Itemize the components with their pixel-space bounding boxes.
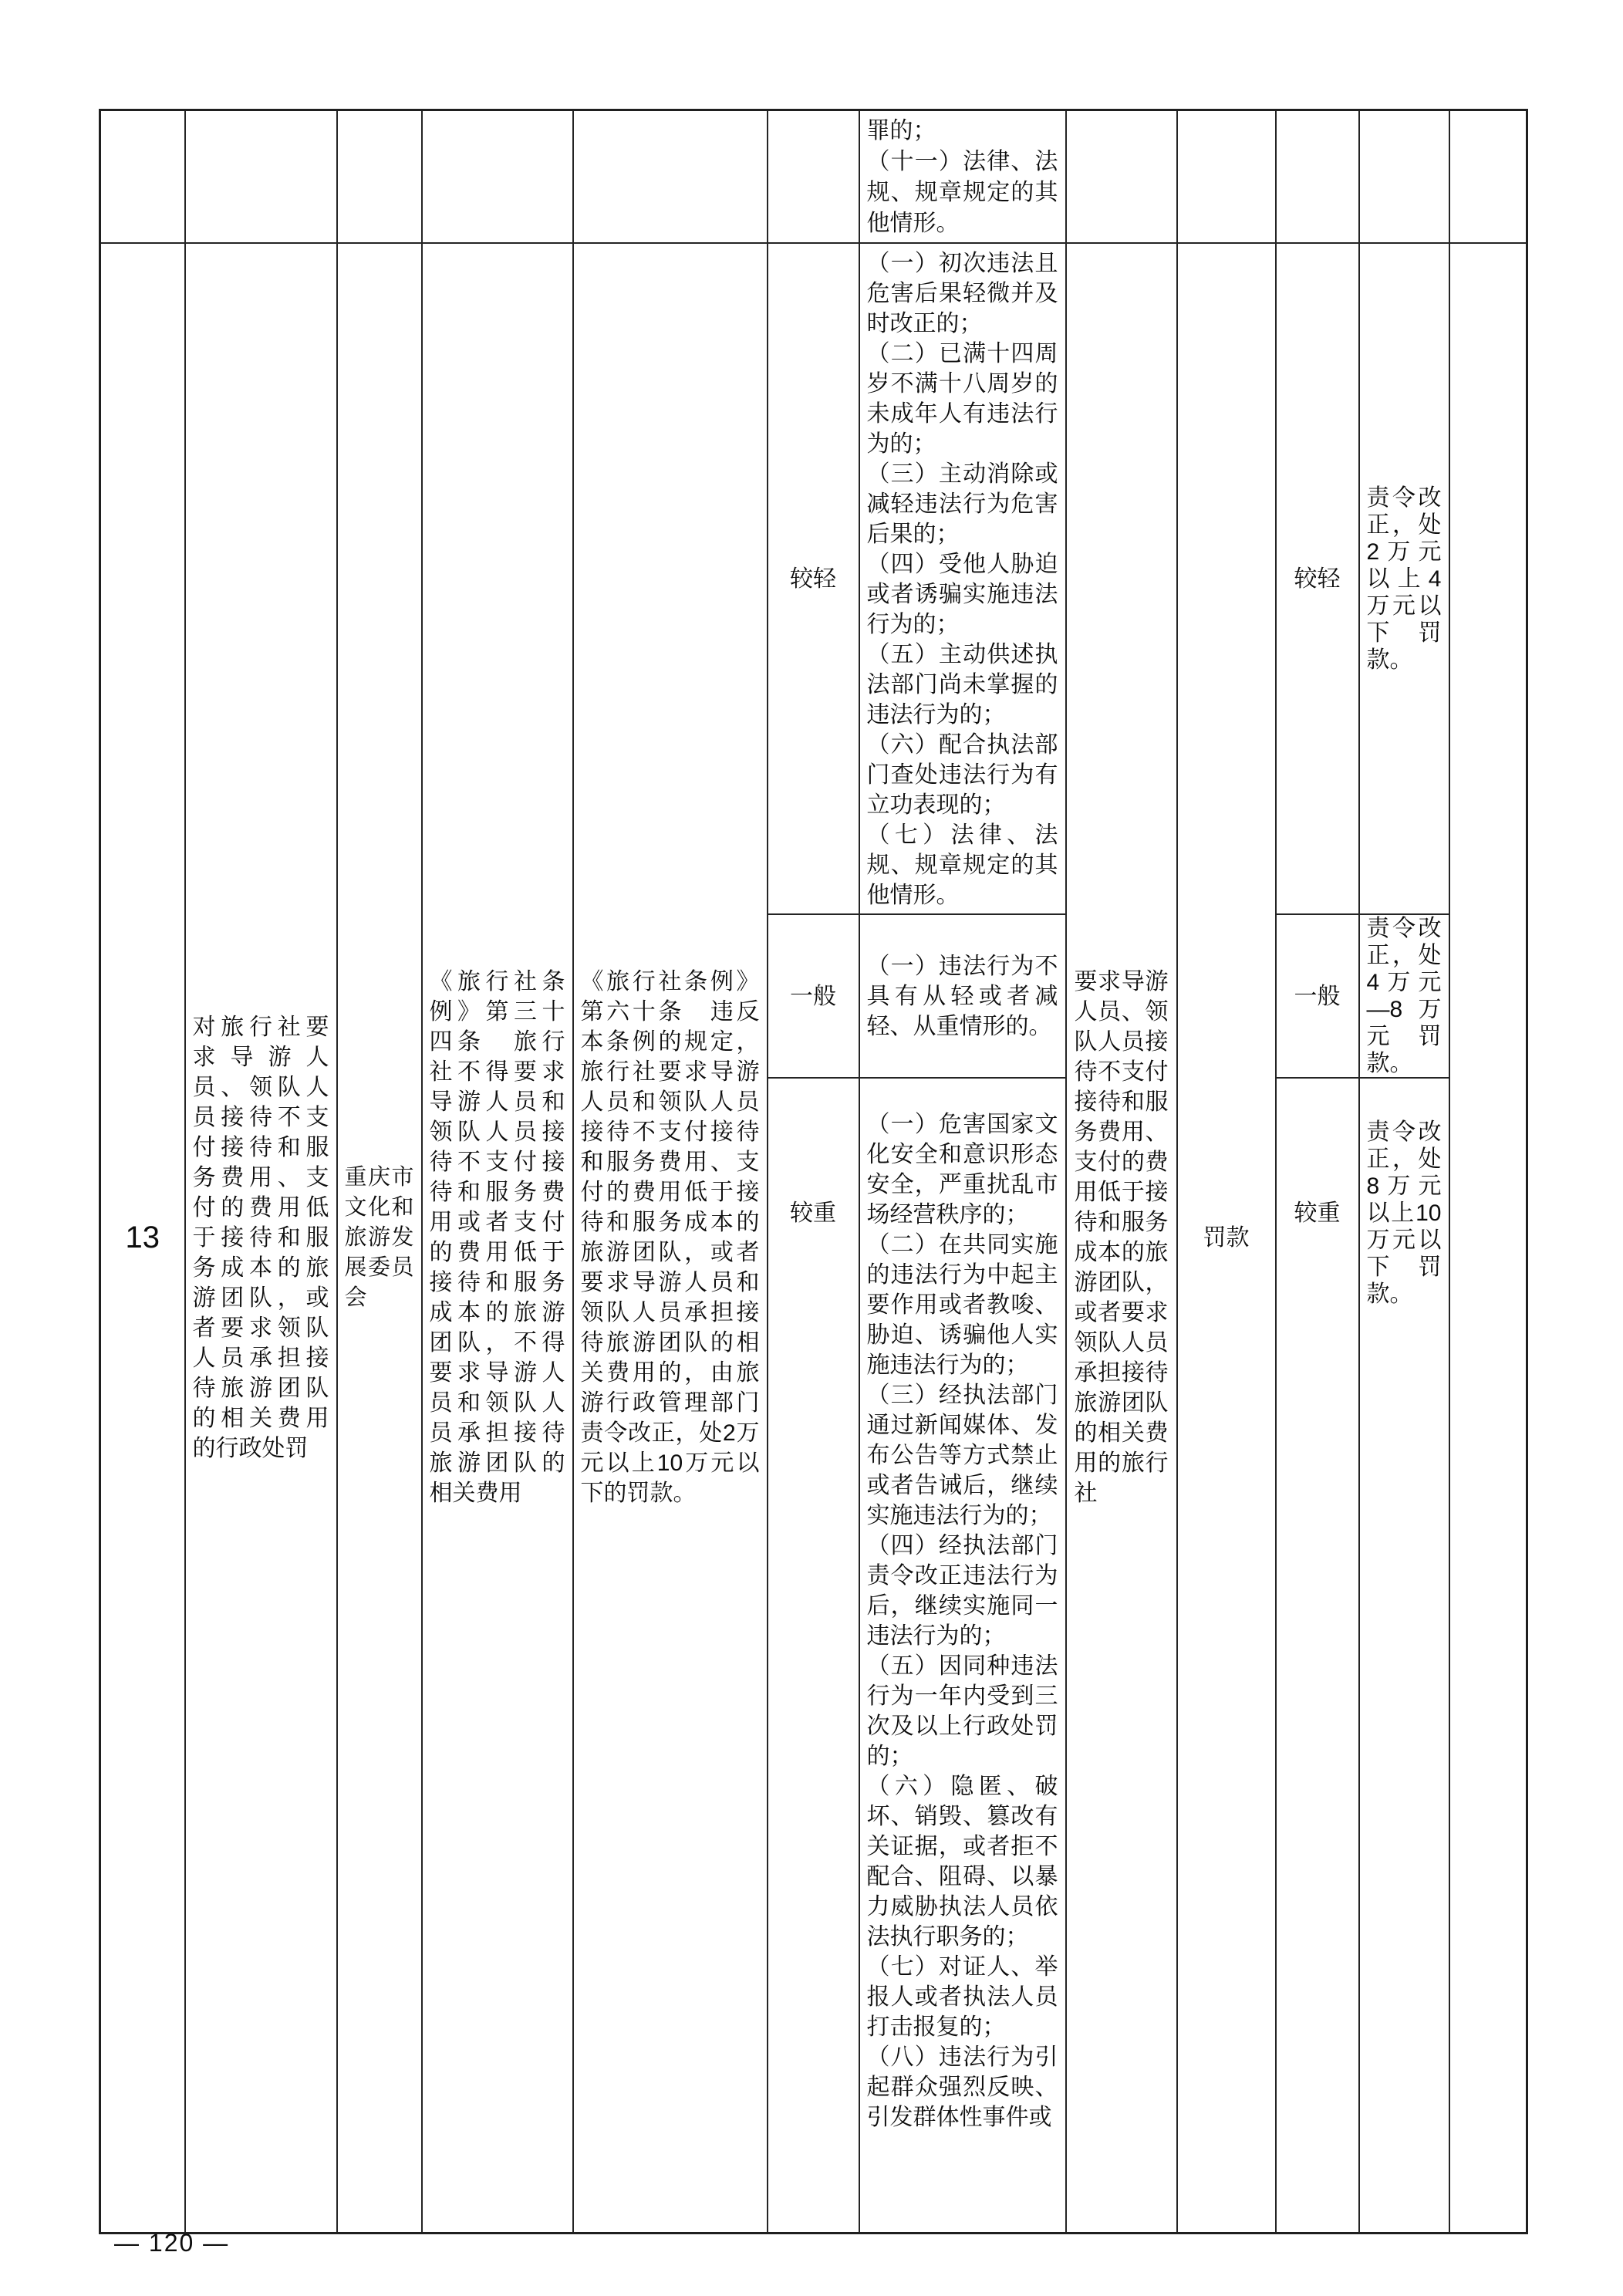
penalty-target-cell: 要求导游人员、领队人员接待不支付接待和服务费用、支付的费用低于接待和服务成本的旅游团队，或者要求领队人员承担接待旅游团队的相关费用的旅行社: [1066, 243, 1177, 2233]
empty-cell: [1177, 110, 1276, 244]
empty-cell: [573, 110, 768, 244]
penalty-standard-serious-cell: 责令改正，处8万元以上10万元以下罚款。: [1359, 1078, 1449, 2233]
penalty-standard-general-cell: 责令改正，处4万元—8万元罚款。: [1359, 914, 1449, 1078]
empty-cell: [1449, 110, 1527, 244]
criteria-serious-cell: （一）危害国家文化安全和意识形态安全，严重扰乱市场经营秩序的； （二）在共同实施的违法行为中起主要作用或者教唆、胁迫、诱骗他人实施违法行为的； （三）经执法部门通过新闻媒体、发布公告等方式禁止或者告诫后，继续实施违法行为的； （四）经执法部门责令改正违法行为后，继续实施同一违法行为的； （五）因同种违法行为一年内受到三次及以上行政处罚的； （六）隐匿、破坏、销毁、篡改有关证据，或者拒不配合、阻碍、以暴力威胁执法人员依法执行职务的； （七）对证人、举报人或者执法人员打击报复的； （八）违法行为引起群众强烈反映、引发群体性事件或: [859, 1078, 1066, 2233]
empty-cell: [768, 110, 859, 244]
continuation-row: [100, 110, 1527, 244]
severity-label-serious-cell-right: 较重: [1276, 1078, 1359, 2233]
severity-label-minor-cell-right: 较轻: [1276, 243, 1359, 914]
discretion-criteria-continuation-cell: 罪的； （十一）法律、法规、规章规定的其他情形。: [859, 110, 1066, 244]
criteria-general-cell: （一）违法行为不具有从轻或者减轻、从重情形的。: [859, 914, 1066, 1078]
severity-label-general-cell: 一般: [768, 914, 859, 1078]
violation-basis-cell: 《旅行社条例》第三十四条 旅行社不得要求导游人员和领队人员接待不支付接待和服务费用或者支付的费用低于接待和服务成本的旅游团队，不得要求导游人员和领队人员承担接待旅游团队的相关费用: [422, 243, 573, 2233]
empty-cell: [1276, 110, 1359, 244]
empty-cell: [422, 110, 573, 244]
severity-label-general-cell-right: 一般: [1276, 914, 1359, 1078]
item-13-row-minor: [100, 243, 1527, 914]
empty-cell: [100, 110, 185, 244]
penalty-discretion-table: [99, 109, 1528, 2234]
page-number: — 120 —: [114, 2229, 230, 2257]
penalty-standard-minor-cell: 责令改正，处2万元以上4万元以下罚款。: [1359, 243, 1449, 914]
empty-cell: [185, 110, 337, 244]
empty-cell: [1066, 110, 1177, 244]
empty-cell: [337, 110, 422, 244]
penalty-item-name-cell: 对旅行社要求导游人员、领队人员接待不支付接待和服务费用、支付的费用低于接待和服务成本的旅游团队，或者要求领队人员承担接待旅游团队的相关费用的行政处罚: [185, 243, 337, 2233]
criteria-minor-cell: （一）初次违法且危害后果轻微并及时改正的； （二）已满十四周岁不满十八周岁的未成年人有违法行为的； （三）主动消除或减轻违法行为危害后果的； （四）受他人胁迫或者诱骗实施违法行为的； （五）主动供述执法部门尚未掌握的违法行为的； （六）配合执法部门查处违法行为有立功表现的； （七）法律、法规、规章规定的其他情形。: [859, 243, 1066, 914]
item-number-cell: 13: [100, 243, 185, 2233]
penalty-basis-cell: 《旅行社条例》第六十条 违反本条例的规定，旅行社要求导游人员和领队人员接待不支付接待和服务费用、支付的费用低于接待和服务成本的旅游团队，或者要求导游人员和领队人员承担接待旅游团队的相关费用的，由旅游行政管理部门责令改正，处2万元以上10万元以下的罚款。: [573, 243, 768, 2233]
empty-cell: [1359, 110, 1449, 244]
implementing-agency-cell: 重庆市文化和旅游发展委员会: [337, 243, 422, 2233]
severity-label-minor-cell: 较轻: [768, 243, 859, 914]
severity-label-serious-cell: 较重: [768, 1078, 859, 2233]
blank-cell: [1449, 243, 1527, 2233]
penalty-type-cell: 罚款: [1177, 243, 1276, 2233]
